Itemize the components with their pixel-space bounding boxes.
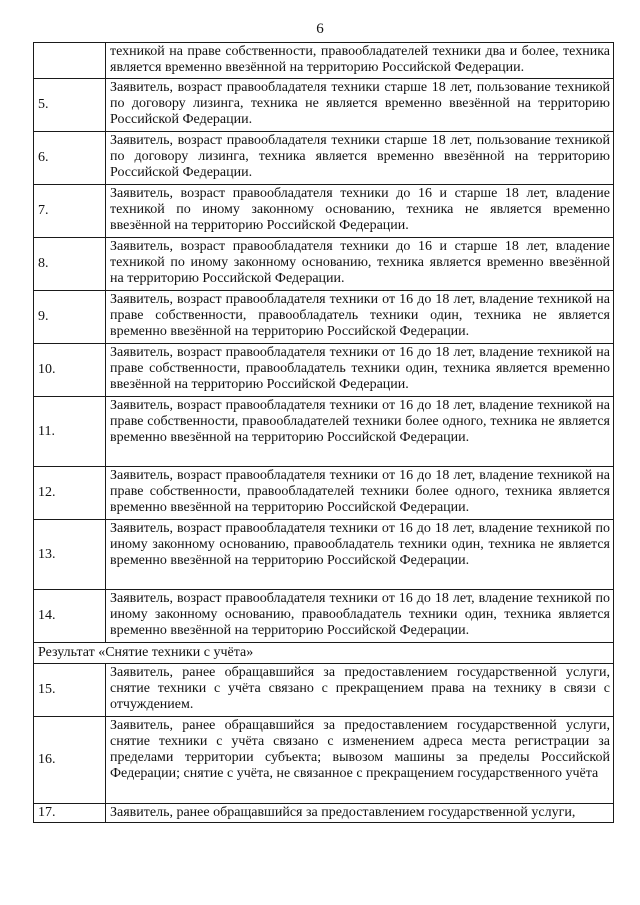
table-row <box>34 467 614 520</box>
row-text: Заявитель, возраст правообладателя техники от 16 до 18 лет, владение техникой по иному законному основанию, правообладатель техники один, техника является временно ввезённой на территорию Российской Федерации. <box>106 590 614 643</box>
row-text: техникой на праве собственности, правообладателей техники два и более, техника является временно ввезённой на территорию Российской Федерации. <box>106 43 614 79</box>
table-row <box>34 79 614 132</box>
section-header-row <box>34 643 614 664</box>
row-number: 10. <box>34 344 106 397</box>
row-number: 7. <box>34 185 106 238</box>
row-number <box>34 43 106 79</box>
table-row <box>34 238 614 291</box>
table-row <box>34 344 614 397</box>
table-row <box>34 397 614 467</box>
row-text: Заявитель, возраст правообладателя техники от 16 до 18 лет, владение техникой на праве собственности, правообладатель техники один, техника не является временно ввезённой на территорию Российской Федерации. <box>106 291 614 344</box>
row-text: Заявитель, возраст правообладателя техники до 16 и старше 18 лет, владение техникой по иному законному основанию, техника не является временно ввезённой на территорию Российской Федерации. <box>106 185 614 238</box>
row-text: Заявитель, ранее обращавшийся за предоставлением государственной услуги, снятие техники с учёта связано с изменением адреса места регистрации за пределами территории субъекта; вывозом машины за пределы Российской Федерации; снятие с учёта, не связанное с прекращением государственного учёта <box>106 717 614 804</box>
row-number: 8. <box>34 238 106 291</box>
row-number: 12. <box>34 467 106 520</box>
row-text: Заявитель, возраст правообладателя техники от 16 до 18 лет, владение техникой на праве собственности, правообладателей техники более одного, техника не является временно ввезённой на территорию Российской Федерации. <box>106 397 614 467</box>
table-row <box>34 43 614 79</box>
table-row <box>34 590 614 643</box>
row-text: Заявитель, возраст правообладателя техники до 16 и старше 18 лет, владение техникой по иному законному основанию, техника является временно ввезённой на территорию Российской Федерации. <box>106 238 614 291</box>
table-row <box>34 132 614 185</box>
table-row <box>34 520 614 590</box>
page-number: 6 <box>316 21 324 37</box>
table-row <box>34 664 614 717</box>
row-number: 9. <box>34 291 106 344</box>
row-number: 5. <box>34 79 106 132</box>
variants-table <box>33 42 614 823</box>
section-title: Результат «Снятие техники с учёта» <box>34 643 614 664</box>
row-number: 13. <box>34 520 106 590</box>
table-row <box>34 717 614 804</box>
row-number: 6. <box>34 132 106 185</box>
row-number: 15. <box>34 664 106 717</box>
row-text: Заявитель, ранее обращавшийся за предоставлением государственной услуги, <box>106 804 614 823</box>
row-text: Заявитель, возраст правообладателя техники старше 18 лет, пользование техникой по договору лизинга, техника не является временно ввезённой на территорию Российской Федерации. <box>106 79 614 132</box>
row-number: 16. <box>34 717 106 804</box>
table-row <box>34 185 614 238</box>
row-text: Заявитель, ранее обращавшийся за предоставлением государственной услуги, снятие техники с учёта связано с прекращением права на технику в связи с отчуждением. <box>106 664 614 717</box>
row-text: Заявитель, возраст правообладателя техники от 16 до 18 лет, владение техникой по иному законному основанию, правообладатель техники один, техника не является временно ввезённой на территорию Российской Федерации. <box>106 520 614 590</box>
table-row <box>34 804 614 823</box>
row-number: 11. <box>34 397 106 467</box>
row-number: 14. <box>34 590 106 643</box>
row-text: Заявитель, возраст правообладателя техники от 16 до 18 лет, владение техникой на праве собственности, правообладателей техники более одного, техника является временно ввезённой на территорию Российской Федерации. <box>106 467 614 520</box>
table-row <box>34 291 614 344</box>
row-text: Заявитель, возраст правообладателя техники старше 18 лет, пользование техникой по договору лизинга, техника является временно ввезённой на территорию Российской Федерации. <box>106 132 614 185</box>
row-text: Заявитель, возраст правообладателя техники от 16 до 18 лет, владение техникой на праве собственности, правообладатель техники один, техника является временно ввезённой на территорию Российской Федерации. <box>106 344 614 397</box>
row-number: 17. <box>34 804 106 823</box>
